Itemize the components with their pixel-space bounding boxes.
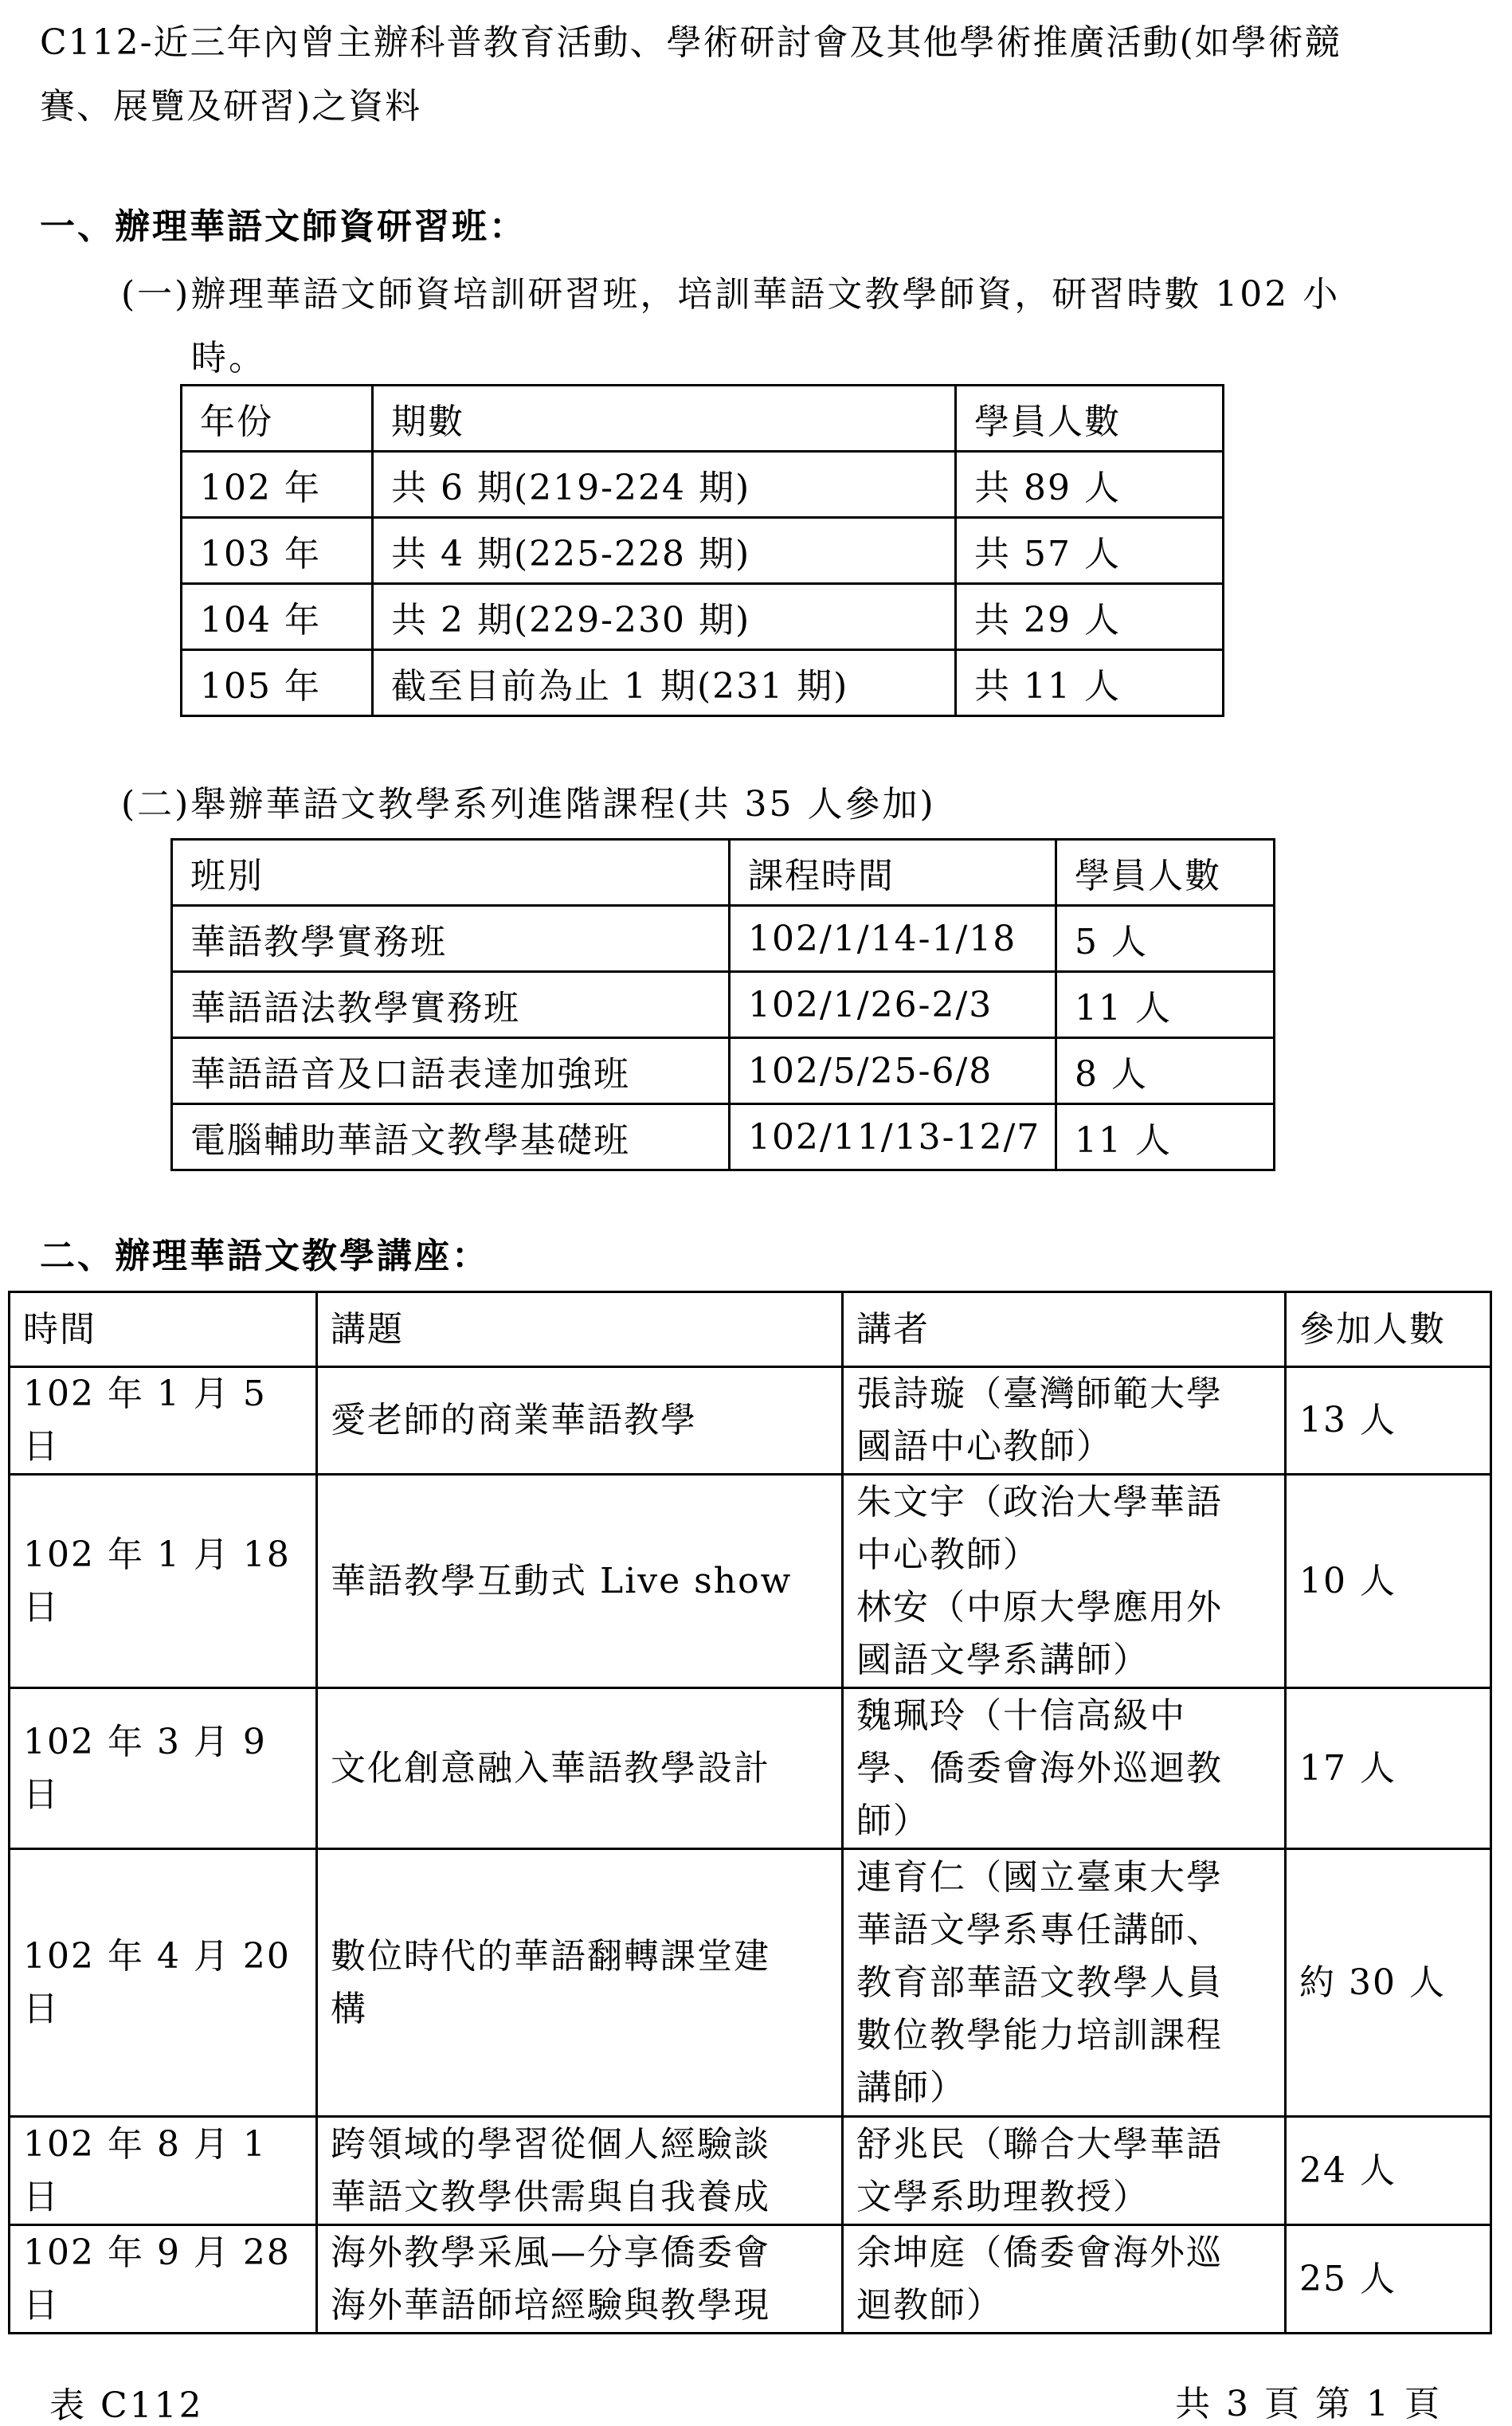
topic-line: 跨領域的學習從個人經驗談 xyxy=(331,2123,770,2165)
table-row xyxy=(172,972,1275,1038)
speaker-line: 文學系助理教授） xyxy=(856,2176,1150,2217)
cell-students: 共 11 人 xyxy=(956,650,1224,716)
header-students: 學員人數 xyxy=(1056,840,1275,906)
topic-line: 海外華語師培經驗與教學現 xyxy=(331,2284,770,2326)
header-sessions: 期數 xyxy=(373,386,956,452)
cell-attendance: 10 人 xyxy=(1286,1475,1491,1688)
speaker-line: 舒兆民（聯合大學華語 xyxy=(856,2123,1223,2165)
table-row xyxy=(182,650,1224,716)
table-row xyxy=(182,518,1224,584)
cell-speaker xyxy=(843,1849,1286,2117)
cell-topic xyxy=(317,1367,843,1475)
intro-line-2: 賽、展覽及研習)之資料 xyxy=(40,86,422,127)
table-row xyxy=(182,584,1224,650)
cell-class: 華語語音及口語表達加強班 xyxy=(172,1038,730,1104)
table-row xyxy=(10,2225,1491,2334)
speaker-line: 中心教師） xyxy=(856,1534,1040,1575)
topic-line: 愛老師的商業華語教學 xyxy=(331,1400,697,1440)
cell-sessions: 共 6 期(219-224 期) xyxy=(373,452,956,518)
cell-sessions: 共 4 期(225-228 期) xyxy=(373,518,956,584)
cell-course-time: 102/1/26-2/3 xyxy=(730,972,1056,1038)
speaker-line: 迴教師） xyxy=(856,2284,1003,2326)
table-label: 表 C112 xyxy=(49,2385,204,2426)
section1-heading: 一、辦理華語文師資研習班： xyxy=(40,206,527,247)
table-header-row xyxy=(182,386,1224,452)
speaker-line: 國語文學系講師） xyxy=(856,1639,1150,1680)
header-year: 年份 xyxy=(182,386,373,452)
header-topic: 講題 xyxy=(317,1292,843,1367)
speaker-line: 魏珮玲（十信高級中 xyxy=(856,1695,1186,1736)
header-course-time: 課程時間 xyxy=(730,840,1056,906)
speaker-line: 張詩璇（臺灣師範大學 xyxy=(856,1374,1223,1414)
cell-speaker xyxy=(843,1367,1286,1475)
cell-date: 102 年 4 月 20 日 xyxy=(10,1849,317,2117)
table-lectures xyxy=(8,1291,1492,2334)
table-row xyxy=(10,1849,1491,2117)
cell-class: 華語教學實務班 xyxy=(172,906,730,972)
cell-year: 104 年 xyxy=(182,584,373,650)
speaker-line: 師） xyxy=(856,1800,930,1841)
cell-speaker xyxy=(843,1688,1286,1849)
cell-students: 11 人 xyxy=(1056,1104,1275,1170)
speaker-line: 林安（中原大學應用外 xyxy=(856,1586,1223,1628)
table-row xyxy=(10,1475,1491,1688)
table-row xyxy=(10,2117,1491,2225)
intro-line-1: C112-近三年內曾主辦科普教育活動、學術研討會及其他學術推廣活動(如學術競 xyxy=(40,22,1342,63)
speaker-line: 國語中心教師） xyxy=(856,1426,1113,1467)
table-header-row xyxy=(10,1292,1491,1367)
cell-attendance: 約 30 人 xyxy=(1286,1849,1491,2117)
cell-course-time: 102/11/13-12/7 xyxy=(730,1104,1056,1170)
header-class: 班別 xyxy=(172,840,730,906)
table-training-classes xyxy=(180,384,1224,717)
speaker-line: 教育部華語文教學人員 xyxy=(856,1962,1223,2003)
table-advanced-courses xyxy=(170,838,1275,1171)
speaker-line: 數位教學能力培訓課程 xyxy=(856,2014,1223,2056)
speaker-line: 華語文學系專任講師、 xyxy=(856,1909,1223,1950)
table-row xyxy=(172,1038,1275,1104)
cell-students: 共 89 人 xyxy=(956,452,1224,518)
sub1-line-1: (一)辦理華語文師資培訓研習班，培訓華語文教學師資，研習時數 102 小 xyxy=(121,274,1341,315)
cell-students: 11 人 xyxy=(1056,972,1275,1038)
cell-sessions: 共 2 期(229-230 期) xyxy=(373,584,956,650)
cell-topic xyxy=(317,2117,843,2225)
speaker-line: 連育仁（國立臺東大學 xyxy=(856,1856,1223,1898)
cell-attendance: 24 人 xyxy=(1286,2117,1491,2225)
sub1-line-2: 時。 xyxy=(191,338,266,378)
cell-year: 105 年 xyxy=(182,650,373,716)
cell-topic xyxy=(317,2225,843,2334)
speaker-line: 講師） xyxy=(856,2067,966,2108)
table-row xyxy=(182,452,1224,518)
cell-attendance: 13 人 xyxy=(1286,1367,1491,1475)
speaker-line: 余坤庭（僑委會海外巡 xyxy=(856,2232,1223,2273)
cell-attendance: 25 人 xyxy=(1286,2225,1491,2334)
cell-topic xyxy=(317,1688,843,1849)
table-row xyxy=(10,1688,1491,1849)
cell-date: 102 年 1 月 18 日 xyxy=(10,1475,317,1688)
cell-speaker xyxy=(843,2225,1286,2334)
table-header-row xyxy=(172,840,1275,906)
topic-line: 華語教學互動式 Live show xyxy=(331,1560,793,1601)
cell-topic xyxy=(317,1849,843,2117)
cell-class: 華語語法教學實務班 xyxy=(172,972,730,1038)
cell-date: 102 年 1 月 5 日 xyxy=(10,1367,317,1475)
cell-students: 5 人 xyxy=(1056,906,1275,972)
table-row xyxy=(10,1367,1491,1475)
cell-course-time: 102/5/25-6/8 xyxy=(730,1038,1056,1104)
cell-speaker xyxy=(843,1475,1286,1688)
page-number: 共 3 頁 第 1 頁 xyxy=(1175,2384,1442,2424)
topic-line: 構 xyxy=(331,1988,367,2029)
speaker-line: 朱文宇（政治大學華語 xyxy=(856,1481,1223,1523)
cell-topic xyxy=(317,1475,843,1688)
topic-line: 海外教學采風—分享僑委會 xyxy=(331,2232,770,2273)
cell-sessions: 截至目前為止 1 期(231 期) xyxy=(373,650,956,716)
topic-line: 數位時代的華語翻轉課堂建 xyxy=(331,1935,770,1977)
table-row xyxy=(172,906,1275,972)
cell-speaker xyxy=(843,2117,1286,2225)
table-row xyxy=(172,1104,1275,1170)
section2-heading: 二、辦理華語文教學講座： xyxy=(40,1236,489,1276)
header-time: 時間 xyxy=(10,1292,317,1367)
topic-line: 華語文教學供需與自我養成 xyxy=(331,2176,770,2217)
section1-sub1 xyxy=(121,263,1340,390)
cell-course-time: 102/1/14-1/18 xyxy=(730,906,1056,972)
cell-students: 共 57 人 xyxy=(956,518,1224,584)
cell-students: 共 29 人 xyxy=(956,584,1224,650)
cell-date: 102 年 9 月 28 日 xyxy=(10,2225,317,2334)
intro-paragraph xyxy=(40,11,1474,139)
cell-date: 102 年 3 月 9 日 xyxy=(10,1688,317,1849)
header-students: 學員人數 xyxy=(956,386,1224,452)
header-speaker: 講者 xyxy=(843,1292,1286,1367)
section1-sub2: (二)舉辦華語文教學系列進階課程(共 35 人參加) xyxy=(121,784,936,825)
cell-students: 8 人 xyxy=(1056,1038,1275,1104)
cell-date: 102 年 8 月 1 日 xyxy=(10,2117,317,2225)
cell-year: 102 年 xyxy=(182,452,373,518)
speaker-line: 學、僑委會海外巡迴教 xyxy=(856,1747,1223,1789)
cell-attendance: 17 人 xyxy=(1286,1688,1491,1849)
cell-year: 103 年 xyxy=(182,518,373,584)
topic-line: 文化創意融入華語教學設計 xyxy=(331,1747,770,1789)
cell-class: 電腦輔助華語文教學基礎班 xyxy=(172,1104,730,1170)
header-attendance: 參加人數 xyxy=(1286,1292,1491,1367)
